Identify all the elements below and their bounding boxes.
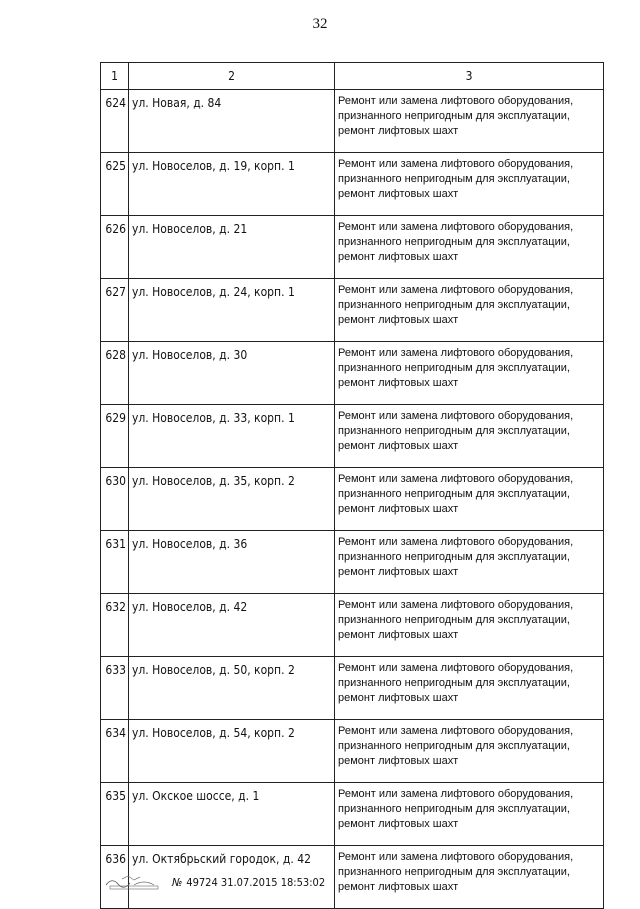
document-footer: [104, 872, 325, 892]
work-line: Ремонт или замена лифтового оборудования,: [338, 536, 574, 548]
row-work-description: [335, 468, 604, 531]
works-table: [100, 62, 604, 909]
work-line: Ремонт или замена лифтового оборудования,: [338, 410, 574, 422]
row-work-description: [335, 720, 604, 783]
work-line: признанного непригодным для эксплуатации,: [338, 866, 570, 878]
work-line: признанного непригодным для эксплуатации,: [338, 740, 570, 752]
table-row: [101, 783, 604, 846]
work-line: ремонт лифтовых шахт: [338, 566, 459, 578]
registration-stamp-icon: [104, 873, 164, 891]
row-address: ул. Новоселов, д. 19, корп. 1: [129, 153, 335, 216]
row-work-description: [335, 783, 604, 846]
work-line: ремонт лифтовых шахт: [338, 755, 459, 767]
work-line: признанного непригодным для эксплуатации,: [338, 299, 570, 311]
row-work-description: [335, 405, 604, 468]
row-work-description: [335, 657, 604, 720]
work-line: ремонт лифтовых шахт: [338, 251, 459, 263]
row-work-description: [335, 90, 604, 153]
row-number: 631: [101, 531, 129, 594]
work-line: признанного непригодным для эксплуатации,: [338, 236, 570, 248]
work-line: ремонт лифтовых шахт: [338, 818, 459, 830]
row-address: ул. Новоселов, д. 21: [129, 216, 335, 279]
work-line: ремонт лифтовых шахт: [338, 125, 459, 137]
row-address: ул. Новоселов, д. 30: [129, 342, 335, 405]
table-row: [101, 531, 604, 594]
work-line: признанного непригодным для эксплуатации,: [338, 488, 570, 500]
row-work-description: [335, 594, 604, 657]
header-cell-3: 3: [335, 63, 604, 90]
work-line: Ремонт или замена лифтового оборудования,: [338, 158, 574, 170]
row-address: ул. Новоселов, д. 35, корп. 2: [129, 468, 335, 531]
row-work-description: [335, 279, 604, 342]
work-line: признанного непригодным для эксплуатации,: [338, 173, 570, 185]
header-cell-2: 2: [129, 63, 335, 90]
work-line: признанного непригодным для эксплуатации,: [338, 425, 570, 437]
table-header-row: [101, 63, 604, 90]
row-number: 628: [101, 342, 129, 405]
table-row: [101, 720, 604, 783]
row-address: ул. Новоселов, д. 36: [129, 531, 335, 594]
work-line: ремонт лифтовых шахт: [338, 692, 459, 704]
row-work-description: [335, 216, 604, 279]
row-address: ул. Новоселов, д. 33, корп. 1: [129, 405, 335, 468]
table-row: [101, 279, 604, 342]
row-address: ул. Новоселов, д. 42: [129, 594, 335, 657]
row-number: 632: [101, 594, 129, 657]
row-number: 624: [101, 90, 129, 153]
document-number-mark: №: [172, 875, 183, 889]
row-address: ул. Новоселов, д. 50, корп. 2: [129, 657, 335, 720]
row-work-description: [335, 846, 604, 909]
page-number: 32: [312, 16, 328, 32]
work-line: Ремонт или замена лифтового оборудования,: [338, 662, 574, 674]
work-line: Ремонт или замена лифтового оборудования,: [338, 284, 574, 296]
table-row: [101, 468, 604, 531]
table-row: [101, 405, 604, 468]
header-cell-1: 1: [101, 63, 129, 90]
work-line: Ремонт или замена лифтового оборудования,: [338, 347, 574, 359]
work-line: признанного непригодным для эксплуатации,: [338, 551, 570, 563]
work-line: Ремонт или замена лифтового оборудования,: [338, 95, 574, 107]
row-work-description: [335, 531, 604, 594]
work-line: признанного непригодным для эксплуатации,: [338, 110, 570, 122]
row-address: ул. Новоселов, д. 54, корп. 2: [129, 720, 335, 783]
work-line: ремонт лифтовых шахт: [338, 314, 459, 326]
table-row: [101, 153, 604, 216]
work-line: ремонт лифтовых шахт: [338, 188, 459, 200]
row-number: 635: [101, 783, 129, 846]
table-row: [101, 657, 604, 720]
row-address: ул. Новая, д. 84: [129, 90, 335, 153]
work-line: Ремонт или замена лифтового оборудования,: [338, 725, 574, 737]
table-row: [101, 594, 604, 657]
table-row: [101, 90, 604, 153]
table-row: [101, 342, 604, 405]
work-line: ремонт лифтовых шахт: [338, 881, 459, 893]
work-line: Ремонт или замена лифтового оборудования,: [338, 851, 574, 863]
row-address: ул. Новоселов, д. 24, корп. 1: [129, 279, 335, 342]
work-line: признанного непригодным для эксплуатации,: [338, 677, 570, 689]
row-address: ул. Октябрьский городок, д. 42: [129, 846, 335, 909]
work-line: Ремонт или замена лифтового оборудования,: [338, 473, 574, 485]
work-line: ремонт лифтовых шахт: [338, 377, 459, 389]
row-address: ул. Окское шоссе, д. 1: [129, 783, 335, 846]
row-number: 629: [101, 405, 129, 468]
row-number: 626: [101, 216, 129, 279]
work-line: признанного непригодным для эксплуатации,: [338, 614, 570, 626]
work-line: ремонт лифтовых шахт: [338, 629, 459, 641]
row-number: 636: [101, 846, 129, 909]
work-line: ремонт лифтовых шахт: [338, 440, 459, 452]
row-number: 627: [101, 279, 129, 342]
row-number: 633: [101, 657, 129, 720]
row-work-description: [335, 342, 604, 405]
row-number: 634: [101, 720, 129, 783]
row-work-description: [335, 153, 604, 216]
work-line: признанного непригодным для эксплуатации,: [338, 803, 570, 815]
work-line: Ремонт или замена лифтового оборудования,: [338, 788, 574, 800]
table-body: [101, 63, 604, 909]
work-line: Ремонт или замена лифтового оборудования,: [338, 599, 574, 611]
row-number: 625: [101, 153, 129, 216]
work-line: Ремонт или замена лифтового оборудования,: [338, 221, 574, 233]
work-line: признанного непригодным для эксплуатации,: [338, 362, 570, 374]
work-line: ремонт лифтовых шахт: [338, 503, 459, 515]
document-registration-info: 49724 31.07.2015 18:53:02: [186, 875, 326, 889]
row-number: 630: [101, 468, 129, 531]
table-row: [101, 216, 604, 279]
